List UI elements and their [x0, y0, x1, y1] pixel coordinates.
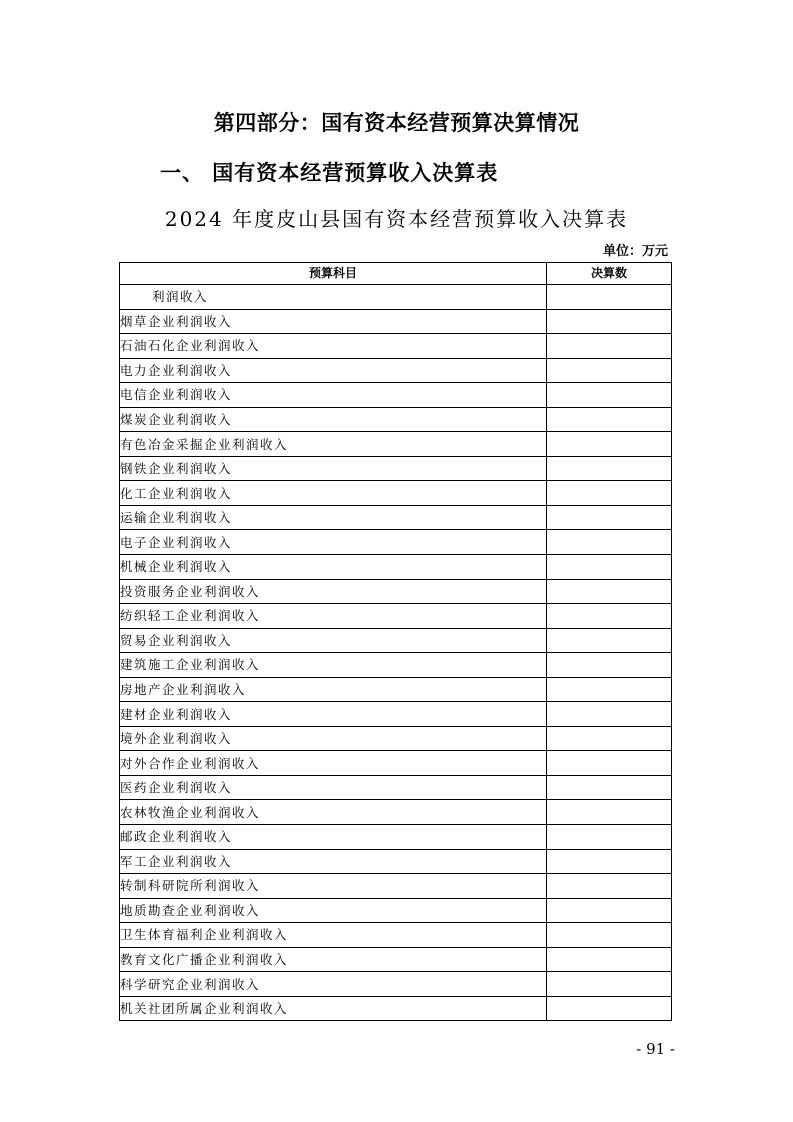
- row-subject: 石油石化企业利润收入: [120, 334, 547, 359]
- row-subject: 卫生体育福利企业利润收入: [120, 923, 547, 948]
- row-subject: 教育文化广播企业利润收入: [120, 947, 547, 972]
- row-final-amount: [547, 407, 672, 432]
- row-subject: 电子企业利润收入: [120, 530, 547, 555]
- table-row: [120, 383, 672, 408]
- row-final-amount: [547, 358, 672, 383]
- row-subject: 军工企业利润收入: [120, 849, 547, 874]
- row-subject: 对外合作企业利润收入: [120, 751, 547, 776]
- row-final-amount: [547, 309, 672, 334]
- row-final-amount: [547, 579, 672, 604]
- page-number: - 91 -: [636, 1040, 675, 1058]
- section-title: 一、 国有资本经营预算收入决算表: [160, 161, 499, 185]
- table-row: [120, 432, 672, 457]
- row-subject: 贸易企业利润收入: [120, 628, 547, 653]
- row-subject: 煤炭企业利润收入: [120, 407, 547, 432]
- table-row: [120, 628, 672, 653]
- table-row: [120, 825, 672, 850]
- table-row: [120, 481, 672, 506]
- row-final-amount: [547, 800, 672, 825]
- row-subject: 医药企业利润收入: [120, 775, 547, 800]
- table-row: [120, 456, 672, 481]
- table-header-row: [120, 263, 672, 285]
- table-title: 2024 年度皮山县国有资本经营预算收入决算表: [164, 207, 629, 231]
- table-row: [120, 898, 672, 923]
- table-row: [120, 874, 672, 899]
- row-subject: 邮政企业利润收入: [120, 825, 547, 850]
- row-final-amount: [547, 432, 672, 457]
- row-subject: 房地产企业利润收入: [120, 677, 547, 702]
- part-title: 第四部分：国有资本经营预算决算情况: [213, 111, 580, 135]
- row-final-amount: [547, 653, 672, 678]
- table-row: [120, 579, 672, 604]
- row-final-amount: [547, 751, 672, 776]
- unit-label: 单位：万元: [602, 244, 668, 259]
- table-row: [120, 702, 672, 727]
- row-final-amount: [547, 383, 672, 408]
- row-subject: 境外企业利润收入: [120, 726, 547, 751]
- row-subject: 化工企业利润收入: [120, 481, 547, 506]
- row-final-amount: [547, 825, 672, 850]
- header-budget-subject: 预算科目: [120, 263, 547, 285]
- row-final-amount: [547, 849, 672, 874]
- row-subject: 机关社团所属企业利润收入: [120, 996, 547, 1021]
- table-row: [120, 677, 672, 702]
- table-row: [120, 726, 672, 751]
- table-row: [120, 751, 672, 776]
- row-final-amount: [547, 334, 672, 359]
- row-subject: 科学研究企业利润收入: [120, 972, 547, 997]
- row-subject: 投资服务企业利润收入: [120, 579, 547, 604]
- row-final-amount: [547, 285, 672, 310]
- row-final-amount: [547, 947, 672, 972]
- budget-revenue-table: [119, 262, 672, 1021]
- row-subject: 电力企业利润收入: [120, 358, 547, 383]
- row-final-amount: [547, 628, 672, 653]
- table-body: [120, 285, 672, 1021]
- row-subject: 运输企业利润收入: [120, 505, 547, 530]
- row-final-amount: [547, 677, 672, 702]
- table-row: [120, 996, 672, 1021]
- table-row: [120, 285, 672, 310]
- row-subject: 烟草企业利润收入: [120, 309, 547, 334]
- row-subject: 农林牧渔企业利润收入: [120, 800, 547, 825]
- row-subject: 机械企业利润收入: [120, 555, 547, 580]
- row-subject: 转制科研院所利润收入: [120, 874, 547, 899]
- row-subject: 建筑施工企业利润收入: [120, 653, 547, 678]
- table-row: [120, 972, 672, 997]
- row-subject: 建材企业利润收入: [120, 702, 547, 727]
- table-row: [120, 505, 672, 530]
- table-row: [120, 530, 672, 555]
- row-final-amount: [547, 898, 672, 923]
- table-row: [120, 604, 672, 629]
- table-row: [120, 653, 672, 678]
- row-final-amount: [547, 972, 672, 997]
- row-subject: 纺织轻工企业利润收入: [120, 604, 547, 629]
- row-final-amount: [547, 481, 672, 506]
- row-subject: 钢铁企业利润收入: [120, 456, 547, 481]
- row-final-amount: [547, 555, 672, 580]
- row-final-amount: [547, 874, 672, 899]
- table-row: [120, 849, 672, 874]
- row-subject: 有色冶金采掘企业利润收入: [120, 432, 547, 457]
- row-subject: 利润收入: [120, 285, 547, 310]
- row-final-amount: [547, 702, 672, 727]
- table-row: [120, 407, 672, 432]
- row-final-amount: [547, 996, 672, 1021]
- table-row: [120, 358, 672, 383]
- table-row: [120, 800, 672, 825]
- table-row: [120, 334, 672, 359]
- table-row: [120, 947, 672, 972]
- header-final-amount: 决算数: [547, 263, 672, 285]
- table-row: [120, 555, 672, 580]
- table-row: [120, 923, 672, 948]
- row-final-amount: [547, 923, 672, 948]
- row-subject: 电信企业利润收入: [120, 383, 547, 408]
- table-row: [120, 775, 672, 800]
- row-subject: 地质勘查企业利润收入: [120, 898, 547, 923]
- row-final-amount: [547, 726, 672, 751]
- row-final-amount: [547, 530, 672, 555]
- row-final-amount: [547, 456, 672, 481]
- row-final-amount: [547, 505, 672, 530]
- row-final-amount: [547, 775, 672, 800]
- row-final-amount: [547, 604, 672, 629]
- table-row: [120, 309, 672, 334]
